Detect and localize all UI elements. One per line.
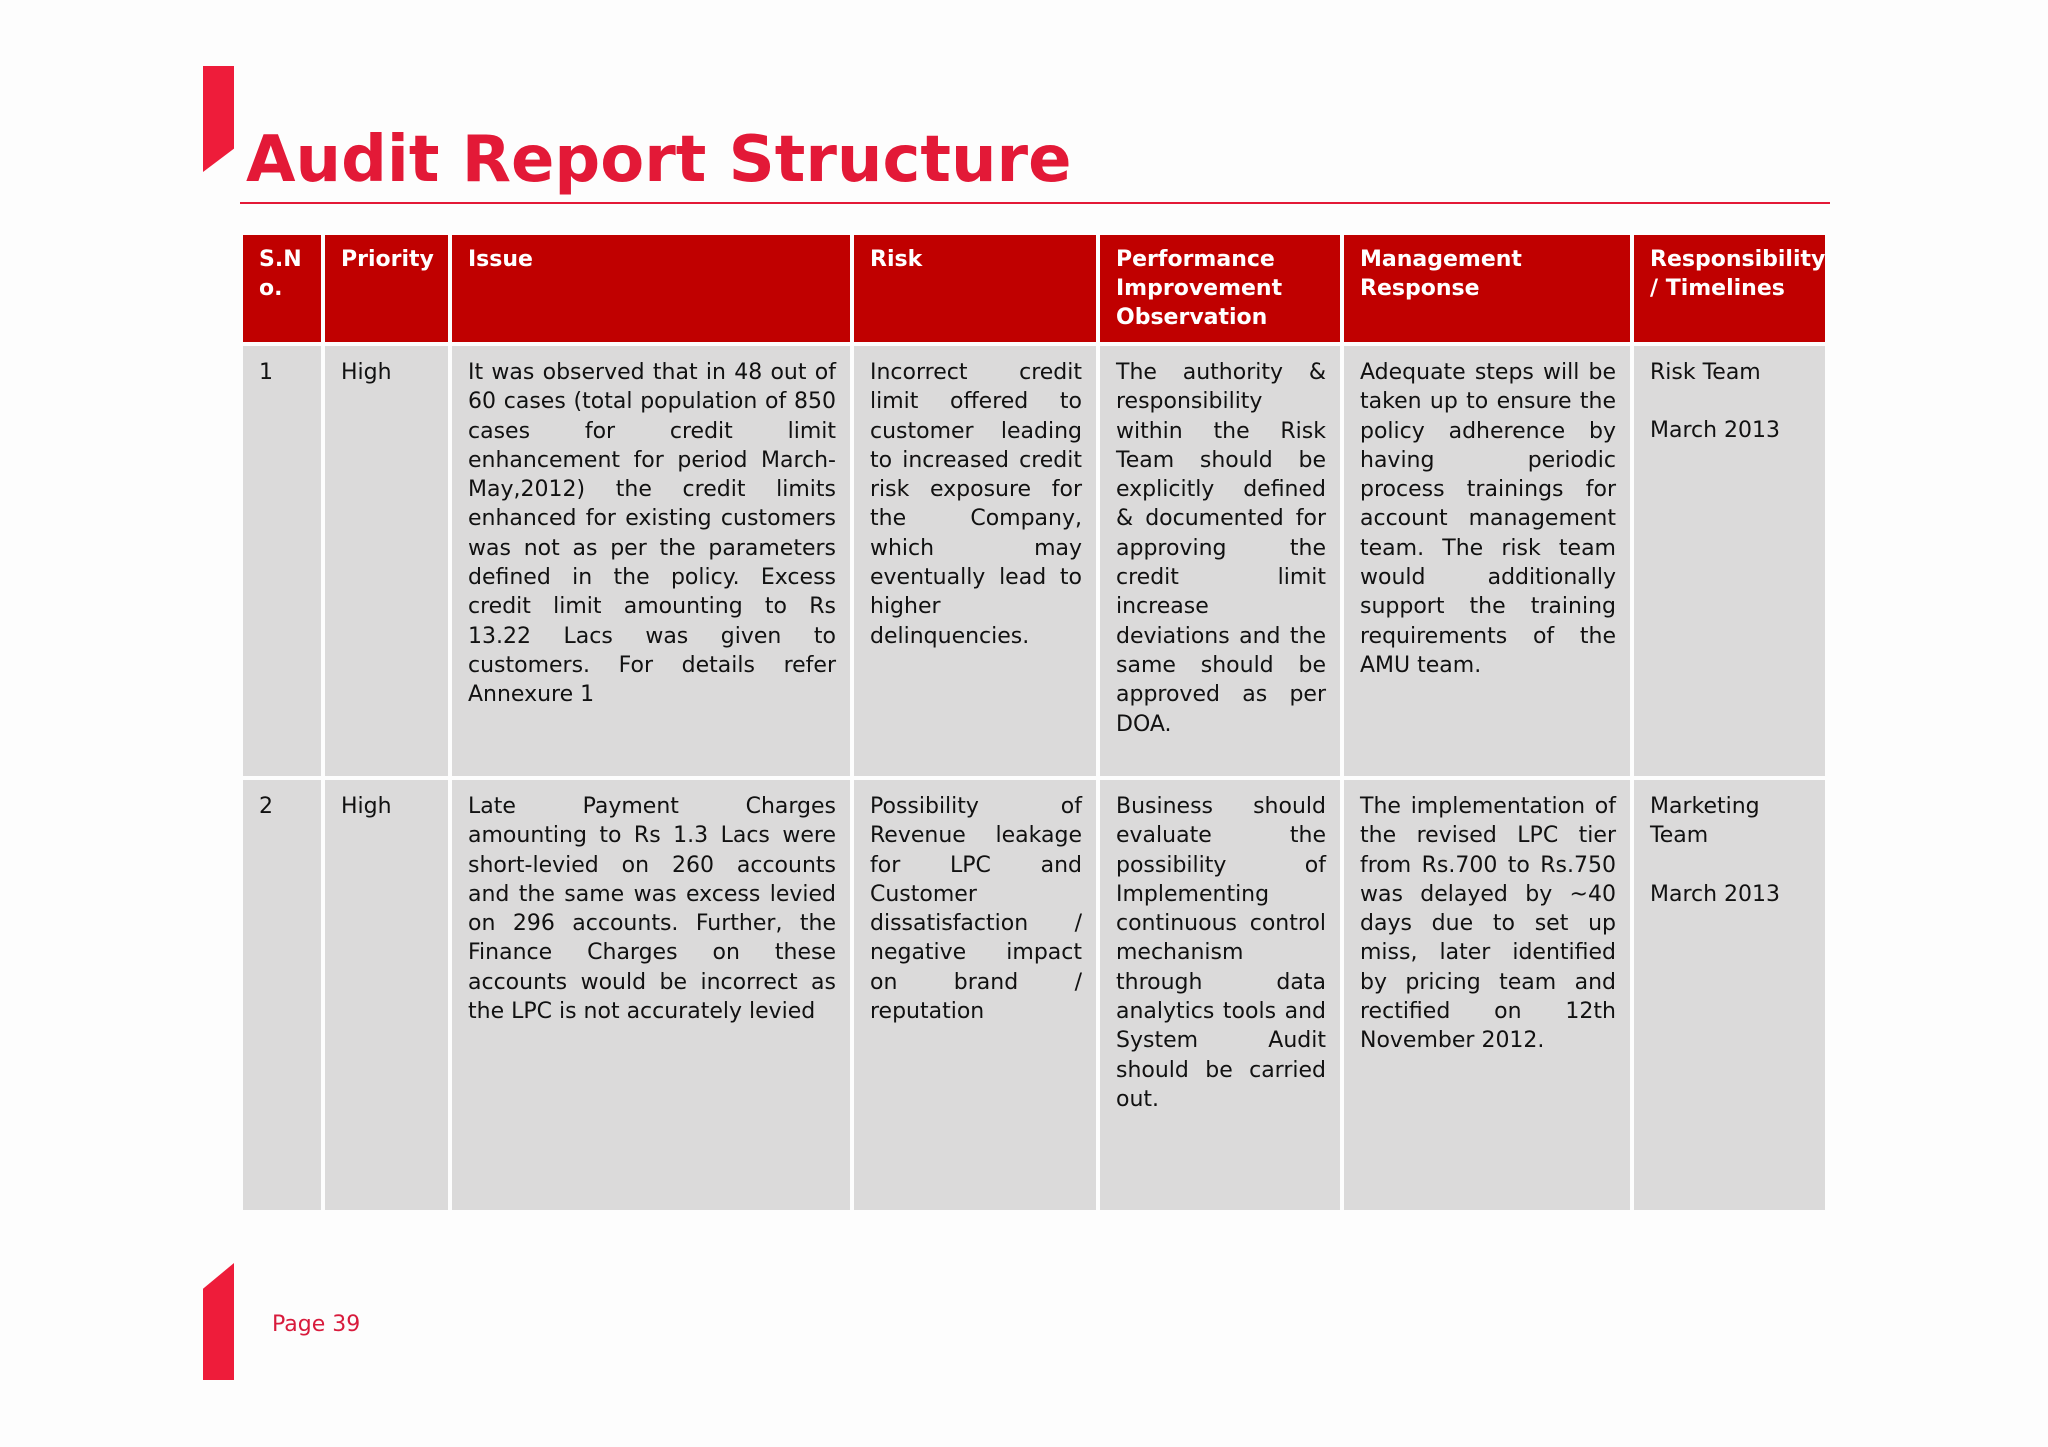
cell-sno: 1 xyxy=(243,346,321,776)
responsibility-timeline: March 2013 xyxy=(1650,418,1781,444)
table-row xyxy=(243,346,1825,776)
responsibility-owner: Risk Team xyxy=(1650,360,1761,385)
header-observation: Performance Improvement Observation xyxy=(1100,235,1340,342)
cell-observation: The authority & responsibility within the Risk Team should be explicitly defined & documented for approving the credit limit increase deviations and the same should be approved as per DOA. xyxy=(1100,346,1340,776)
cell-responsibility xyxy=(1634,780,1825,1210)
cell-risk: Possibility of Revenue leakage for LPC and Customer dissatisfaction / negative impact on brand / reputation xyxy=(854,780,1096,1210)
header-issue: Issue xyxy=(452,235,850,342)
cell-priority: High xyxy=(325,346,448,776)
header-sno: S.N o. xyxy=(243,235,321,342)
cell-priority: High xyxy=(325,780,448,1210)
page-number: Page 39 xyxy=(272,1312,361,1337)
responsibility-timeline: March 2013 xyxy=(1650,881,1781,907)
table-header-row xyxy=(243,235,1825,342)
header-responsibility: Responsibility / Timelines xyxy=(1634,235,1825,342)
cell-responsibility xyxy=(1634,346,1825,776)
cell-risk: Incorrect credit limit offered to customer leading to increased credit risk exposure for the Company, which may eventually lead to higher delinquencies. xyxy=(854,346,1096,776)
audit-report-table xyxy=(239,231,1829,1214)
header-risk: Risk xyxy=(854,235,1096,342)
cell-issue: It was observed that in 48 out of 60 cases (total population of 850 cases for credit limit enhancement for period March-May,2012) the credit limits enhanced for existing customers was not as per the parameters defined in the policy. Excess credit limit amounting to Rs 13.22 Lacs was given to customers. For details refer Annexure 1 xyxy=(452,346,850,776)
responsibility-owner: Marketing Team xyxy=(1650,794,1760,849)
header-priority: Priority xyxy=(325,235,448,342)
cell-management-response: The implementation of the revised LPC tier from Rs.700 to Rs.750 was delayed by ~40 days due to set up miss, later identified by pricing team and rectified on 12th November 2012. xyxy=(1344,780,1630,1210)
title-underline xyxy=(240,202,1830,204)
table-row xyxy=(243,780,1825,1210)
cell-management-response: Adequate steps will be taken up to ensure the policy adherence by having periodic process trainings for account management team. The risk team would additionally support the training requirements of the AMU team. xyxy=(1344,346,1630,776)
cell-sno: 2 xyxy=(243,780,321,1210)
header-management-response: Management Response xyxy=(1344,235,1630,342)
responsibility-spacer xyxy=(1650,387,1811,416)
cell-issue: Late Payment Charges amounting to Rs 1.3 Lacs were short-levied on 260 accounts and the same was excess levied on 296 accounts. Further, the Finance Charges on these accounts would be incorrect as the LPC is not accurately levied xyxy=(452,780,850,1210)
responsibility-spacer xyxy=(1650,851,1811,880)
cell-observation: Business should evaluate the possibility of Implementing continuous control mechanism through data analytics tools and System Audit should be carried out. xyxy=(1100,780,1340,1210)
page-title: Audit Report Structure xyxy=(246,123,1072,197)
